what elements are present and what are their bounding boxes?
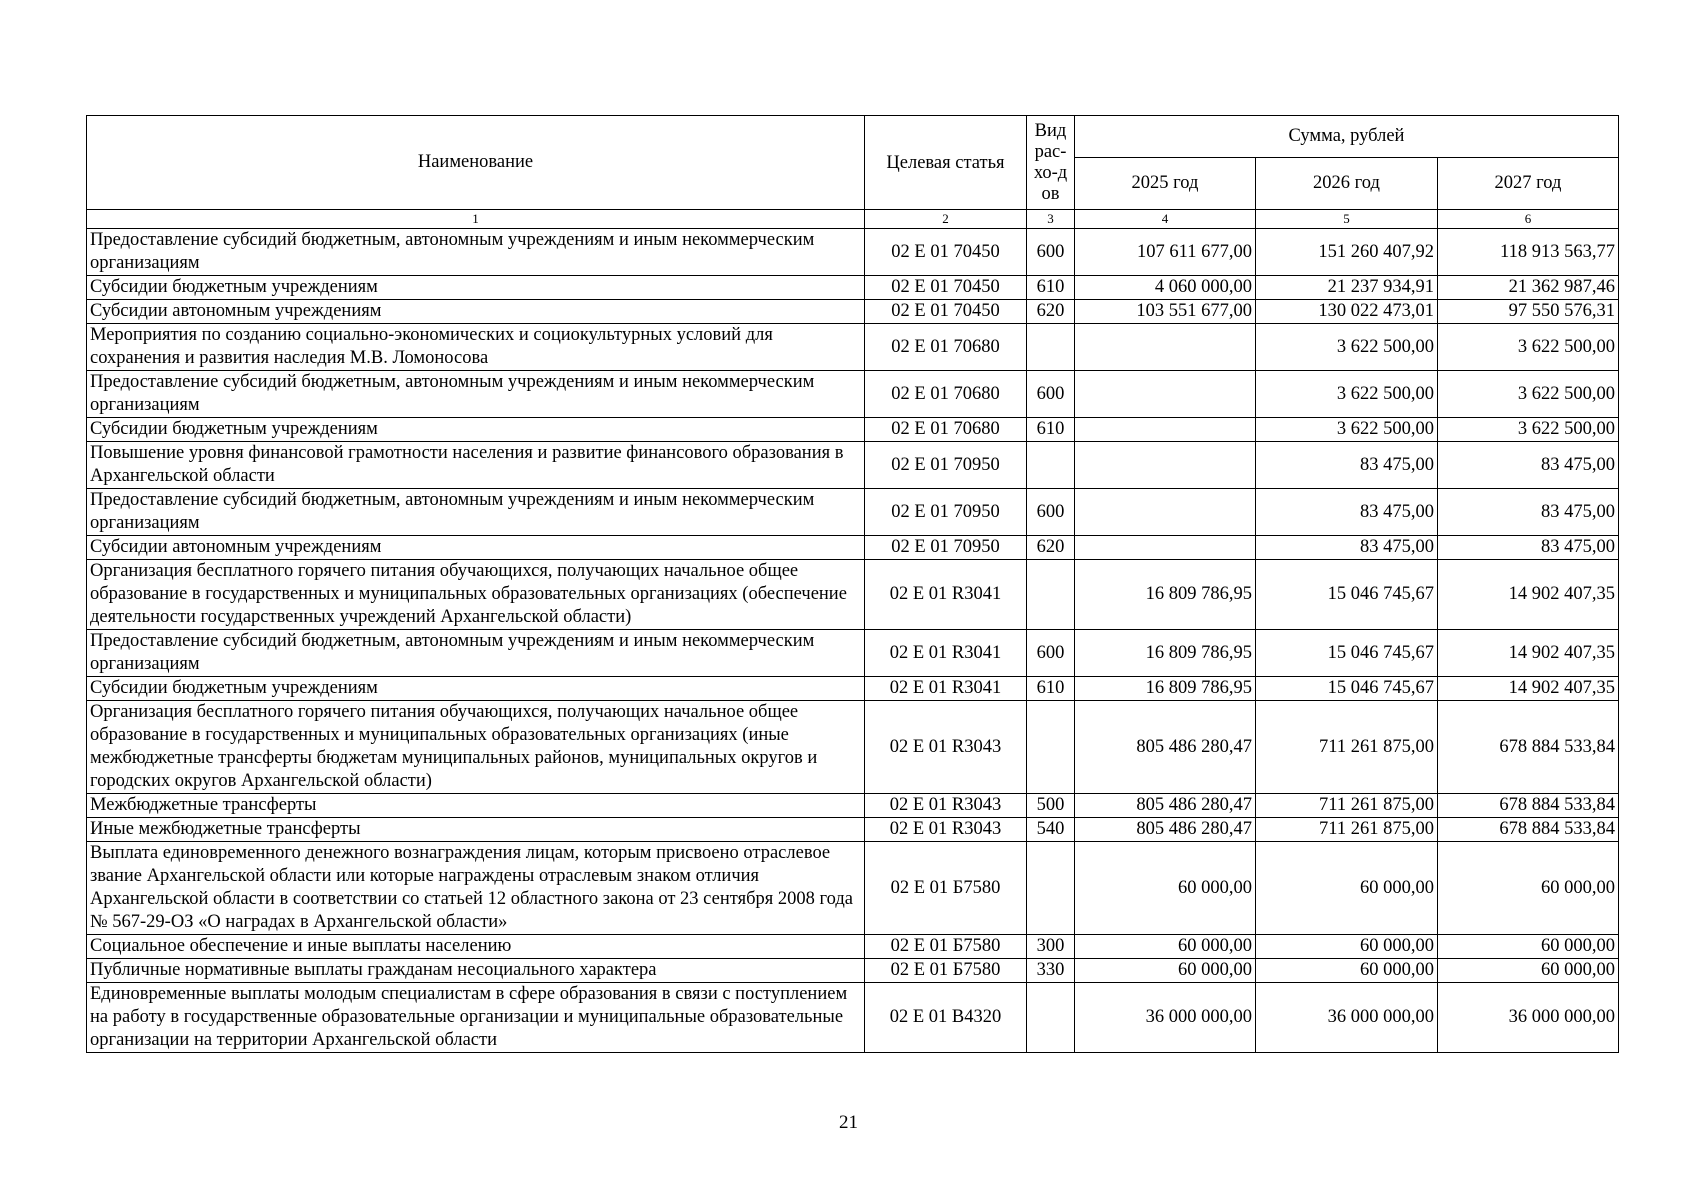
row-expense-type: 600 bbox=[1027, 630, 1075, 677]
row-amount-2027: 60 000,00 bbox=[1438, 959, 1619, 983]
row-name: Единовременные выплаты молодым специалистам в сфере образования в связи с поступлением на работу в государственные образовательные организации и муниципальные образовательные организации на территории Архангельской области bbox=[87, 983, 865, 1053]
row-target-article: 02 Е 01 70450 bbox=[865, 276, 1027, 300]
row-amount-2025 bbox=[1075, 371, 1256, 418]
row-amount-2025 bbox=[1075, 418, 1256, 442]
row-name: Иные межбюджетные трансферты bbox=[87, 818, 865, 842]
row-target-article: 02 Е 01 70950 bbox=[865, 442, 1027, 489]
row-expense-type: 300 bbox=[1027, 935, 1075, 959]
row-amount-2026: 711 261 875,00 bbox=[1256, 701, 1438, 794]
row-name: Субсидии автономным учреждениям bbox=[87, 536, 865, 560]
row-amount-2026: 15 046 745,67 bbox=[1256, 560, 1438, 630]
row-amount-2027: 14 902 407,35 bbox=[1438, 560, 1619, 630]
table-row bbox=[87, 229, 1619, 276]
column-number: 6 bbox=[1438, 210, 1619, 229]
column-number: 5 bbox=[1256, 210, 1438, 229]
table-row bbox=[87, 701, 1619, 794]
table-row bbox=[87, 959, 1619, 983]
row-expense-type bbox=[1027, 983, 1075, 1053]
column-number: 1 bbox=[87, 210, 865, 229]
row-target-article: 02 Е 01 В4320 bbox=[865, 983, 1027, 1053]
row-name: Повышение уровня финансовой грамотности населения и развитие финансового образования в Архангельской области bbox=[87, 442, 865, 489]
row-amount-2027: 97 550 576,31 bbox=[1438, 300, 1619, 324]
row-target-article: 02 Е 01 70950 bbox=[865, 489, 1027, 536]
table-row bbox=[87, 842, 1619, 935]
row-name: Предоставление субсидий бюджетным, автономным учреждениям и иным некоммерческим организациям bbox=[87, 371, 865, 418]
table-row bbox=[87, 560, 1619, 630]
row-name: Субсидии бюджетным учреждениям bbox=[87, 276, 865, 300]
row-amount-2027: 3 622 500,00 bbox=[1438, 371, 1619, 418]
row-target-article: 02 Е 01 70680 bbox=[865, 371, 1027, 418]
row-amount-2026: 83 475,00 bbox=[1256, 536, 1438, 560]
row-amount-2026: 711 261 875,00 bbox=[1256, 818, 1438, 842]
row-amount-2027: 3 622 500,00 bbox=[1438, 418, 1619, 442]
row-name: Выплата единовременного денежного вознаграждения лицам, которым присвоено отраслевое звание Архангельской области или которые награждены отраслевым знаком отличия Архангельской области в соответствии со статьей 12 областного закона от 23 сентября 2008 года № 567-29-ОЗ «О наградах в Архангельской области» bbox=[87, 842, 865, 935]
row-name: Субсидии бюджетным учреждениям bbox=[87, 677, 865, 701]
row-amount-2026: 3 622 500,00 bbox=[1256, 371, 1438, 418]
row-amount-2027: 21 362 987,46 bbox=[1438, 276, 1619, 300]
header-year-2025: 2025 год bbox=[1075, 158, 1256, 210]
header-expense-type bbox=[1027, 116, 1075, 210]
row-amount-2027: 60 000,00 bbox=[1438, 935, 1619, 959]
row-amount-2025: 60 000,00 bbox=[1075, 842, 1256, 935]
row-amount-2027: 83 475,00 bbox=[1438, 442, 1619, 489]
row-amount-2025: 16 809 786,95 bbox=[1075, 677, 1256, 701]
row-amount-2026: 3 622 500,00 bbox=[1256, 418, 1438, 442]
row-amount-2026: 60 000,00 bbox=[1256, 842, 1438, 935]
row-amount-2026: 60 000,00 bbox=[1256, 959, 1438, 983]
row-expense-type: 610 bbox=[1027, 418, 1075, 442]
column-number: 3 bbox=[1027, 210, 1075, 229]
row-amount-2025 bbox=[1075, 536, 1256, 560]
row-expense-type: 600 bbox=[1027, 229, 1075, 276]
table-row bbox=[87, 794, 1619, 818]
row-target-article: 02 Е 01 R3041 bbox=[865, 677, 1027, 701]
header-expense-type-label: Вид рас-хо-дов bbox=[1033, 120, 1068, 204]
row-amount-2025: 4 060 000,00 bbox=[1075, 276, 1256, 300]
row-amount-2026: 83 475,00 bbox=[1256, 489, 1438, 536]
row-amount-2025 bbox=[1075, 442, 1256, 489]
row-amount-2025: 16 809 786,95 bbox=[1075, 560, 1256, 630]
row-amount-2025: 805 486 280,47 bbox=[1075, 818, 1256, 842]
row-amount-2025: 36 000 000,00 bbox=[1075, 983, 1256, 1053]
header-name: Наименование bbox=[87, 116, 865, 210]
row-amount-2027: 3 622 500,00 bbox=[1438, 324, 1619, 371]
row-amount-2026: 151 260 407,92 bbox=[1256, 229, 1438, 276]
row-amount-2025: 805 486 280,47 bbox=[1075, 701, 1256, 794]
row-amount-2027: 14 902 407,35 bbox=[1438, 630, 1619, 677]
row-amount-2025: 16 809 786,95 bbox=[1075, 630, 1256, 677]
row-name: Предоставление субсидий бюджетным, автономным учреждениям и иным некоммерческим организациям bbox=[87, 489, 865, 536]
row-expense-type bbox=[1027, 701, 1075, 794]
row-expense-type: 540 bbox=[1027, 818, 1075, 842]
table-row bbox=[87, 418, 1619, 442]
row-amount-2026: 15 046 745,67 bbox=[1256, 677, 1438, 701]
header-target-article bbox=[865, 116, 1027, 210]
row-amount-2027: 678 884 533,84 bbox=[1438, 701, 1619, 794]
row-name: Организация бесплатного горячего питания обучающихся, получающих начальное общее образование в государственных и муниципальных образовательных организациях (иные межбюджетные трансферты бюджетам муниципальных районов, муниципальных округов и городских округов Архангельской области) bbox=[87, 701, 865, 794]
column-number: 2 bbox=[865, 210, 1027, 229]
header-year-2026: 2026 год bbox=[1256, 158, 1438, 210]
row-amount-2026: 15 046 745,67 bbox=[1256, 630, 1438, 677]
row-amount-2026: 130 022 473,01 bbox=[1256, 300, 1438, 324]
row-amount-2027: 60 000,00 bbox=[1438, 842, 1619, 935]
row-expense-type: 600 bbox=[1027, 489, 1075, 536]
row-amount-2026: 3 622 500,00 bbox=[1256, 324, 1438, 371]
row-target-article: 02 Е 01 70680 bbox=[865, 324, 1027, 371]
row-expense-type: 610 bbox=[1027, 677, 1075, 701]
row-amount-2027: 118 913 563,77 bbox=[1438, 229, 1619, 276]
row-expense-type bbox=[1027, 324, 1075, 371]
row-name: Предоставление субсидий бюджетным, автономным учреждениям и иным некоммерческим организациям bbox=[87, 229, 865, 276]
row-amount-2025 bbox=[1075, 324, 1256, 371]
row-target-article: 02 Е 01 Б7580 bbox=[865, 842, 1027, 935]
row-target-article: 02 Е 01 Б7580 bbox=[865, 959, 1027, 983]
row-amount-2026: 711 261 875,00 bbox=[1256, 794, 1438, 818]
column-number: 4 bbox=[1075, 210, 1256, 229]
row-amount-2025 bbox=[1075, 489, 1256, 536]
row-name: Социальное обеспечение и иные выплаты населению bbox=[87, 935, 865, 959]
row-target-article: 02 Е 01 R3041 bbox=[865, 630, 1027, 677]
table-row bbox=[87, 536, 1619, 560]
table-row bbox=[87, 983, 1619, 1053]
row-expense-type: 330 bbox=[1027, 959, 1075, 983]
row-name: Субсидии автономным учреждениям bbox=[87, 300, 865, 324]
table-row bbox=[87, 324, 1619, 371]
row-target-article: 02 Е 01 R3043 bbox=[865, 701, 1027, 794]
row-expense-type: 620 bbox=[1027, 536, 1075, 560]
budget-table bbox=[86, 115, 1619, 1053]
row-target-article: 02 Е 01 70680 bbox=[865, 418, 1027, 442]
row-target-article: 02 Е 01 R3041 bbox=[865, 560, 1027, 630]
column-numbers-row bbox=[87, 210, 1619, 229]
row-target-article: 02 Е 01 70450 bbox=[865, 229, 1027, 276]
row-amount-2026: 36 000 000,00 bbox=[1256, 983, 1438, 1053]
table-row bbox=[87, 276, 1619, 300]
header-year-2027: 2027 год bbox=[1438, 158, 1619, 210]
table-header bbox=[87, 116, 1619, 229]
row-expense-type: 500 bbox=[1027, 794, 1075, 818]
row-amount-2027: 678 884 533,84 bbox=[1438, 794, 1619, 818]
row-target-article: 02 Е 01 70450 bbox=[865, 300, 1027, 324]
row-amount-2025: 103 551 677,00 bbox=[1075, 300, 1256, 324]
table-row bbox=[87, 371, 1619, 418]
row-name: Мероприятия по созданию социально-экономических и социокультурных условий для сохранения и развития наследия М.В. Ломоносова bbox=[87, 324, 865, 371]
row-name: Субсидии бюджетным учреждениям bbox=[87, 418, 865, 442]
row-name: Организация бесплатного горячего питания обучающихся, получающих начальное общее образование в государственных и муниципальных образовательных организациях (обеспечение деятельности государственных учреждений Архангельской области) bbox=[87, 560, 865, 630]
row-expense-type bbox=[1027, 560, 1075, 630]
page-number: 21 bbox=[839, 1112, 858, 1133]
row-amount-2026: 83 475,00 bbox=[1256, 442, 1438, 489]
row-amount-2026: 21 237 934,91 bbox=[1256, 276, 1438, 300]
row-expense-type: 600 bbox=[1027, 371, 1075, 418]
table-row bbox=[87, 935, 1619, 959]
row-name: Публичные нормативные выплаты гражданам несоциального характера bbox=[87, 959, 865, 983]
table-row bbox=[87, 300, 1619, 324]
table-row bbox=[87, 442, 1619, 489]
row-amount-2025: 60 000,00 bbox=[1075, 959, 1256, 983]
row-target-article: 02 Е 01 Б7580 bbox=[865, 935, 1027, 959]
row-amount-2027: 83 475,00 bbox=[1438, 489, 1619, 536]
row-amount-2025: 60 000,00 bbox=[1075, 935, 1256, 959]
table-row bbox=[87, 630, 1619, 677]
row-amount-2025: 107 611 677,00 bbox=[1075, 229, 1256, 276]
row-amount-2027: 14 902 407,35 bbox=[1438, 677, 1619, 701]
row-amount-2026: 60 000,00 bbox=[1256, 935, 1438, 959]
row-target-article: 02 Е 01 70950 bbox=[865, 536, 1027, 560]
row-target-article: 02 Е 01 R3043 bbox=[865, 794, 1027, 818]
row-amount-2027: 678 884 533,84 bbox=[1438, 818, 1619, 842]
header-target-article-label: Целевая статья bbox=[886, 152, 1005, 173]
table-body bbox=[87, 229, 1619, 1053]
row-expense-type bbox=[1027, 442, 1075, 489]
row-amount-2025: 805 486 280,47 bbox=[1075, 794, 1256, 818]
row-target-article: 02 Е 01 R3043 bbox=[865, 818, 1027, 842]
table-row bbox=[87, 489, 1619, 536]
row-name: Предоставление субсидий бюджетным, автономным учреждениям и иным некоммерческим организациям bbox=[87, 630, 865, 677]
row-name: Межбюджетные трансферты bbox=[87, 794, 865, 818]
row-expense-type: 620 bbox=[1027, 300, 1075, 324]
row-expense-type bbox=[1027, 842, 1075, 935]
table-row bbox=[87, 677, 1619, 701]
row-amount-2027: 83 475,00 bbox=[1438, 536, 1619, 560]
table-row bbox=[87, 818, 1619, 842]
row-amount-2027: 36 000 000,00 bbox=[1438, 983, 1619, 1053]
row-expense-type: 610 bbox=[1027, 276, 1075, 300]
header-sum: Сумма, рублей bbox=[1075, 116, 1619, 158]
